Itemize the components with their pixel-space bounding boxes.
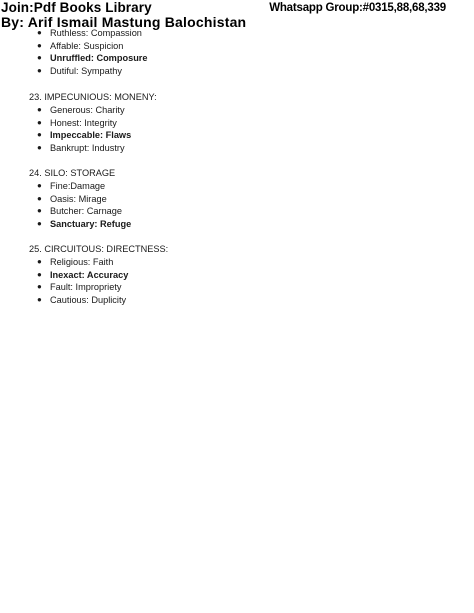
options-list-23 [0,104,131,154]
option-text: Unruffled: Composure [50,53,148,64]
option-text: Sanctuary: Refuge [50,218,132,229]
option-item [0,142,131,155]
bullet-icon: ● [37,130,42,140]
options-list-block-0 [0,27,148,77]
question-23: 23. IMPECUNIOUS: MONENY: [29,92,157,102]
option-text: Impeccable: Flaws [50,130,132,141]
question-24: 24. SILO: STORAGE [29,168,116,178]
option-item [0,281,128,294]
option-item [0,104,131,117]
option-text: Ruthless: Compassion [50,28,142,38]
question-25: 25. CIRCUITOUS: DIRECTNESS: [29,244,169,254]
option-text: Generous: Charity [50,105,125,115]
bullet-icon: ● [37,282,42,292]
option-text: Inexact: Accuracy [50,269,129,280]
option-item [0,205,131,218]
options-list-25 [0,256,128,306]
bullet-icon: ● [37,53,42,63]
option-text: Honest: Integrity [50,117,117,128]
option-text: Dutiful: Sympathy [50,65,122,76]
option-item [0,129,131,142]
option-item [0,256,128,269]
bullet-icon: ● [37,40,42,50]
option-item [0,294,128,307]
option-item [0,269,128,282]
channel-title: Join:Pdf Books Library [1,0,152,15]
option-item [0,180,131,193]
option-text: Bankrupt: Industry [50,142,125,153]
option-text: Fine:Damage [50,181,106,191]
bullet-icon: ● [37,117,42,127]
option-item [0,65,148,78]
author-line: By: Arif Ismail Mastung Balochistan [1,14,247,30]
bullet-icon: ● [37,65,42,75]
option-text: Cautious: Duplicity [50,294,127,305]
option-item [0,218,131,231]
option-text: Oasis: Mirage [50,193,107,204]
option-text: Butcher: Carnage [50,206,123,217]
bullet-icon: ● [37,294,42,304]
bullet-icon: ● [37,105,42,114]
bullet-icon: ● [37,142,42,152]
option-item [0,52,148,65]
bullet-icon: ● [37,206,42,216]
option-item [0,40,148,53]
option-item [0,117,131,130]
bullet-icon: ● [37,181,42,190]
option-item [0,193,131,206]
option-item [0,27,148,40]
option-text: Fault: Impropriety [50,282,122,293]
bullet-icon: ● [37,269,42,279]
bullet-icon: ● [37,28,42,37]
whatsapp-group-line: Whatsapp Group:#0315,88,68,339 [269,2,446,14]
bullet-icon: ● [37,218,42,228]
option-text: Affable: Suspicion [50,40,124,51]
options-list-24 [0,180,131,230]
bullet-icon: ● [37,193,42,203]
bullet-icon: ● [37,257,42,266]
option-text: Religious: Faith [50,257,114,267]
